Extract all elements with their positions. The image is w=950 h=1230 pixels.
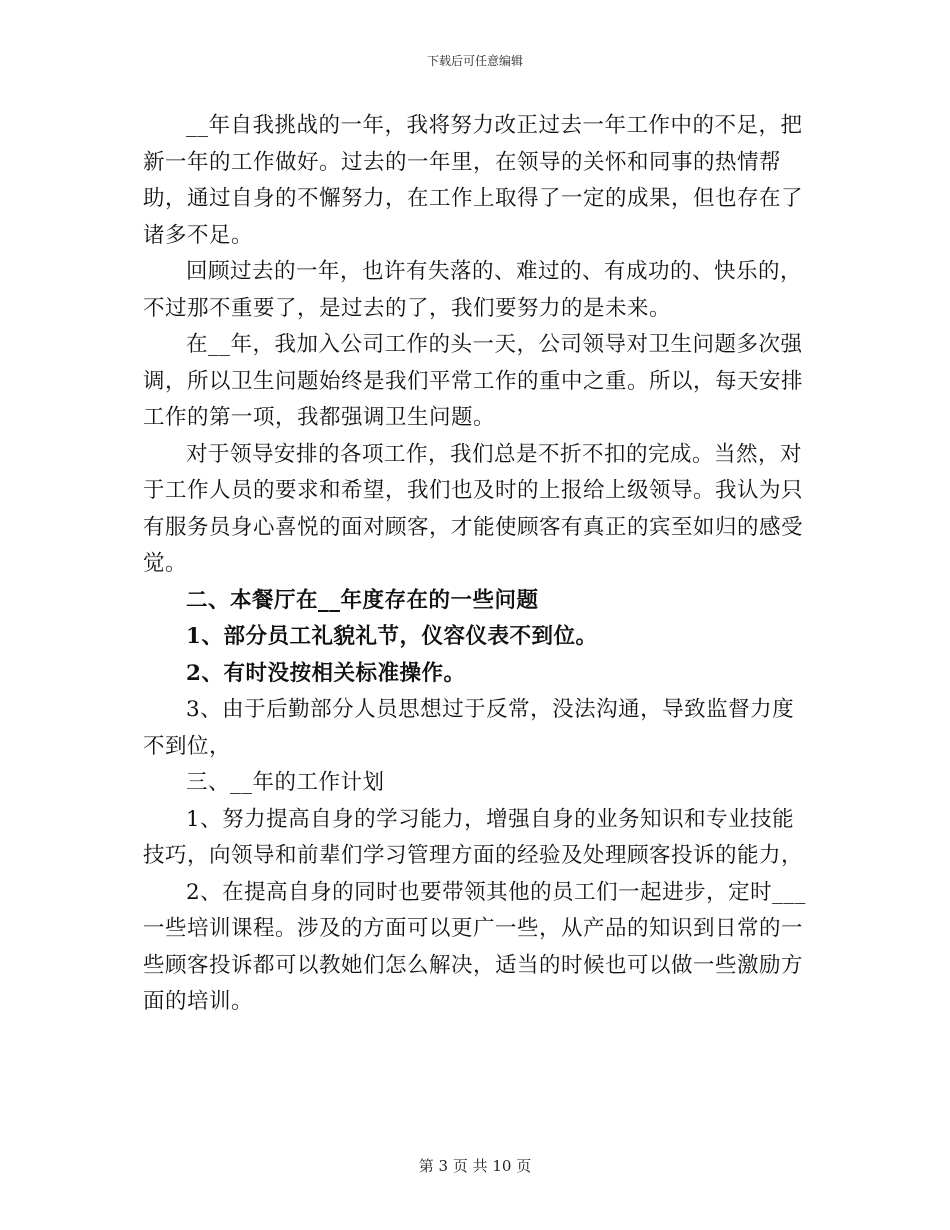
paragraph-review: 回顾过去的一年，也许有失落的、难过的、有成功的、快乐的，不过那不重要了，是过去的了，我们要努力的是未来。 (143, 259, 803, 321)
page-footer: 第 3 页 共 10 页 (418, 1157, 532, 1175)
paragraph-hygiene: 在__年，我加入公司工作的头一天，公司领导对卫生问题多次强调，所以卫生问题始终是我们平常工作的重中之重。所以，每天安排工作的第一项，我都强调卫生问题。 (143, 332, 804, 430)
problem-item-1: 1、部分员工礼貌礼节，仪容仪表不到位。 (186, 624, 598, 649)
page-header: 下载后可任意编辑 (426, 54, 523, 68)
problem-item-3: 3、由于后勤部分人员思想过于反常，没法沟通，导致监督力度不到位， (143, 697, 795, 759)
section-heading-problems: 二、本餐厅在__年度存在的一些问题 (186, 587, 539, 613)
problem-item-2: 2、有时没按相关标准操作。 (186, 660, 466, 686)
paragraph-tasks: 对于领导安排的各项工作，我们总是不折不扣的完成。当然，对于工作人员的要求和希望，我们也及时的上报给上级领导。我认为只有服务员身心喜悦的面对顾客，才能使顾客有真正的宾至如归的感受觉。 (143, 441, 804, 576)
paragraph-intro: __年自我挑战的一年，我将努力改正过去一年工作中的不足，把新一年的工作做好。过去的一年里，在领导的关怀和同事的热情帮助，通过自身的不懈努力，在工作上取得了一定的成果，但也存在了诸多不足。 (143, 113, 804, 248)
section-heading-plan: 三、__年的工作计划 (186, 770, 385, 795)
document-body (143, 108, 809, 1021)
plan-item-1: 1、努力提高自身的学习能力，增强自身的业务知识和专业技能技巧，向领导和前辈们学习管理方面的经验及处理顾客投诉的能力， (143, 806, 804, 868)
plan-item-2: 2、在提高自身的同时也要带领其他的员工们一起进步，定时___一些培训课程。涉及的方面可以更广一些，从产品的知识到日常的一些顾客投诉都可以教她们怎么解决，适当的时候也可以做一些激励方面的培训。 (143, 879, 806, 1014)
